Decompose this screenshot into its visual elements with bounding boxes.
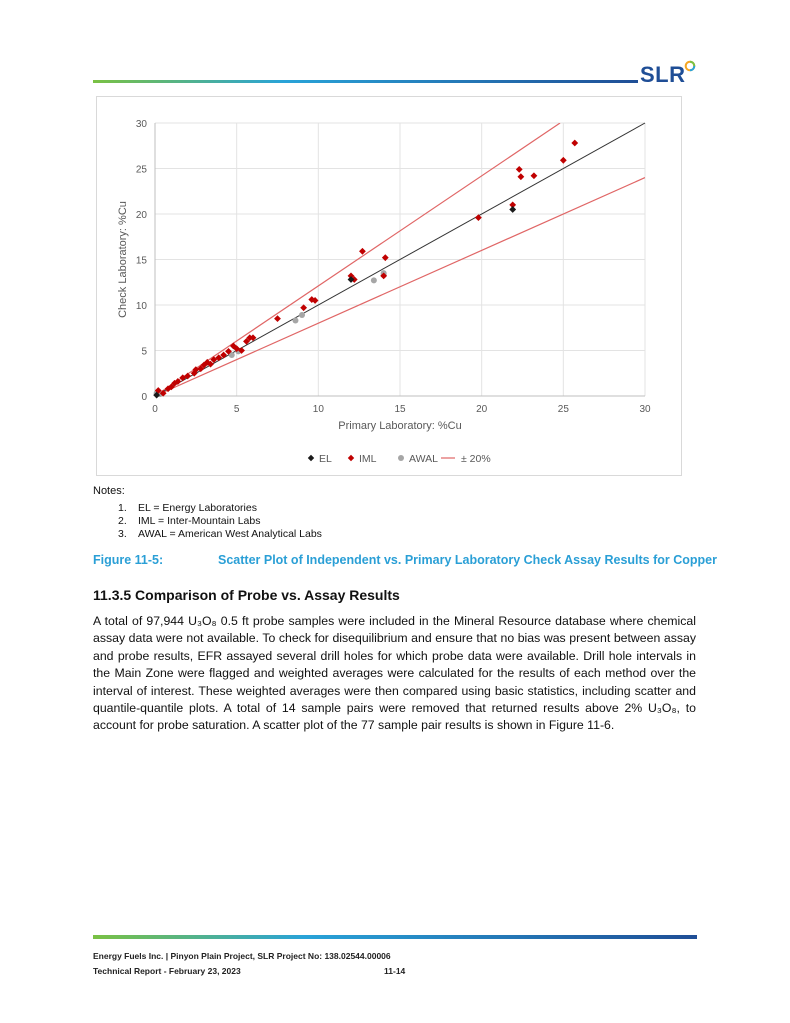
scatter-chart xyxy=(97,97,681,475)
legend-marker-iml xyxy=(348,455,354,461)
iml-point xyxy=(359,248,366,255)
iml-point xyxy=(560,157,567,164)
el-point xyxy=(509,206,516,213)
note-number: 1. xyxy=(118,502,127,514)
iml-point xyxy=(516,166,523,173)
y-axis-label: Check Laboratory: %Cu xyxy=(117,201,129,318)
legend-label: EL xyxy=(319,453,332,465)
awal-point xyxy=(292,317,298,323)
x-tick-label: 10 xyxy=(312,404,324,415)
y-tick-label: 10 xyxy=(135,301,147,312)
legend-label: IML xyxy=(359,453,377,465)
x-tick-label: 0 xyxy=(152,404,158,415)
section-heading: 11.3.5 Comparison of Probe vs. Assay Results xyxy=(93,587,400,603)
iml-point xyxy=(531,172,538,179)
y-tick-label: 0 xyxy=(141,392,147,403)
y-tick-label: 30 xyxy=(135,119,147,130)
figure-caption xyxy=(93,553,717,567)
logo-text: SLR xyxy=(640,62,686,87)
logo-mark-icon xyxy=(684,60,696,72)
x-tick-label: 20 xyxy=(476,404,488,415)
notes-list xyxy=(118,502,322,541)
legend-label: AWAL xyxy=(409,453,438,465)
awal-point xyxy=(371,277,377,283)
iml-point xyxy=(274,315,281,322)
iml-point xyxy=(475,214,482,221)
legend-marker-awal xyxy=(398,455,404,461)
chart-frame xyxy=(96,96,682,476)
note-text: EL = Energy Laboratories xyxy=(138,502,257,514)
x-tick-label: 25 xyxy=(557,404,569,415)
note-text: AWAL = American West Analytical Labs xyxy=(138,528,322,540)
footer-report-date: Technical Report - February 23, 2023 xyxy=(93,966,241,976)
x-tick-label: 30 xyxy=(639,404,651,415)
figure-caption-text: Scatter Plot of Independent vs. Primary Laboratory Check Assay Results for Copper xyxy=(218,553,717,567)
iml-point xyxy=(517,173,524,180)
body-paragraph: A total of 97,944 U₃O₈ 0.5 ft probe samples were included in the Mineral Resource database where chemical assay data were not available. To check for disequilibrium and ensure that no bias was present between assay and probe results, EFR assayed several drill holes for which probe data were available. Drill hole intervals in the Main Zone were flagged and weighted averages were calculated for the results of each method over the interval of interest. These weighted averages were then compared using basic statistics, including scatter and quantile-quantile plots. A total of 14 sample pairs were removed that returned results above 2% U₃O₈, to account for probe saturation. A scatter plot of the 77 sample pair results is shown in Figure 11-6. xyxy=(93,614,696,733)
y-tick-label: 15 xyxy=(135,255,147,267)
note-item xyxy=(118,515,322,528)
footer-rule xyxy=(93,935,697,939)
slr-logo xyxy=(640,62,700,88)
legend-marker-el xyxy=(308,455,314,461)
x-axis-label: Primary Laboratory: %Cu xyxy=(338,420,462,432)
footer-project: Energy Fuels Inc. | Pinyon Plain Project, SLR Project No: 138.02544.00006 xyxy=(93,951,391,961)
note-number: 3. xyxy=(118,528,127,540)
y-tick-label: 20 xyxy=(135,210,147,221)
iml-point xyxy=(571,140,578,147)
iml-point xyxy=(382,254,389,261)
note-text: IML = Inter-Mountain Labs xyxy=(138,515,261,527)
footer-page-number: 11-14 xyxy=(384,966,406,976)
figure-number: Figure 11-5: xyxy=(93,553,164,567)
header-rule xyxy=(93,80,638,83)
notes-title: Notes: xyxy=(93,485,125,497)
note-number: 2. xyxy=(118,515,127,527)
legend-label: ± 20% xyxy=(461,453,491,465)
note-item xyxy=(118,502,322,515)
awal-point xyxy=(299,312,305,318)
x-tick-label: 15 xyxy=(394,404,406,415)
y-tick-label: 5 xyxy=(141,346,147,358)
x-tick-label: 5 xyxy=(233,404,240,415)
y-tick-label: 25 xyxy=(135,164,147,176)
note-item xyxy=(118,528,322,541)
